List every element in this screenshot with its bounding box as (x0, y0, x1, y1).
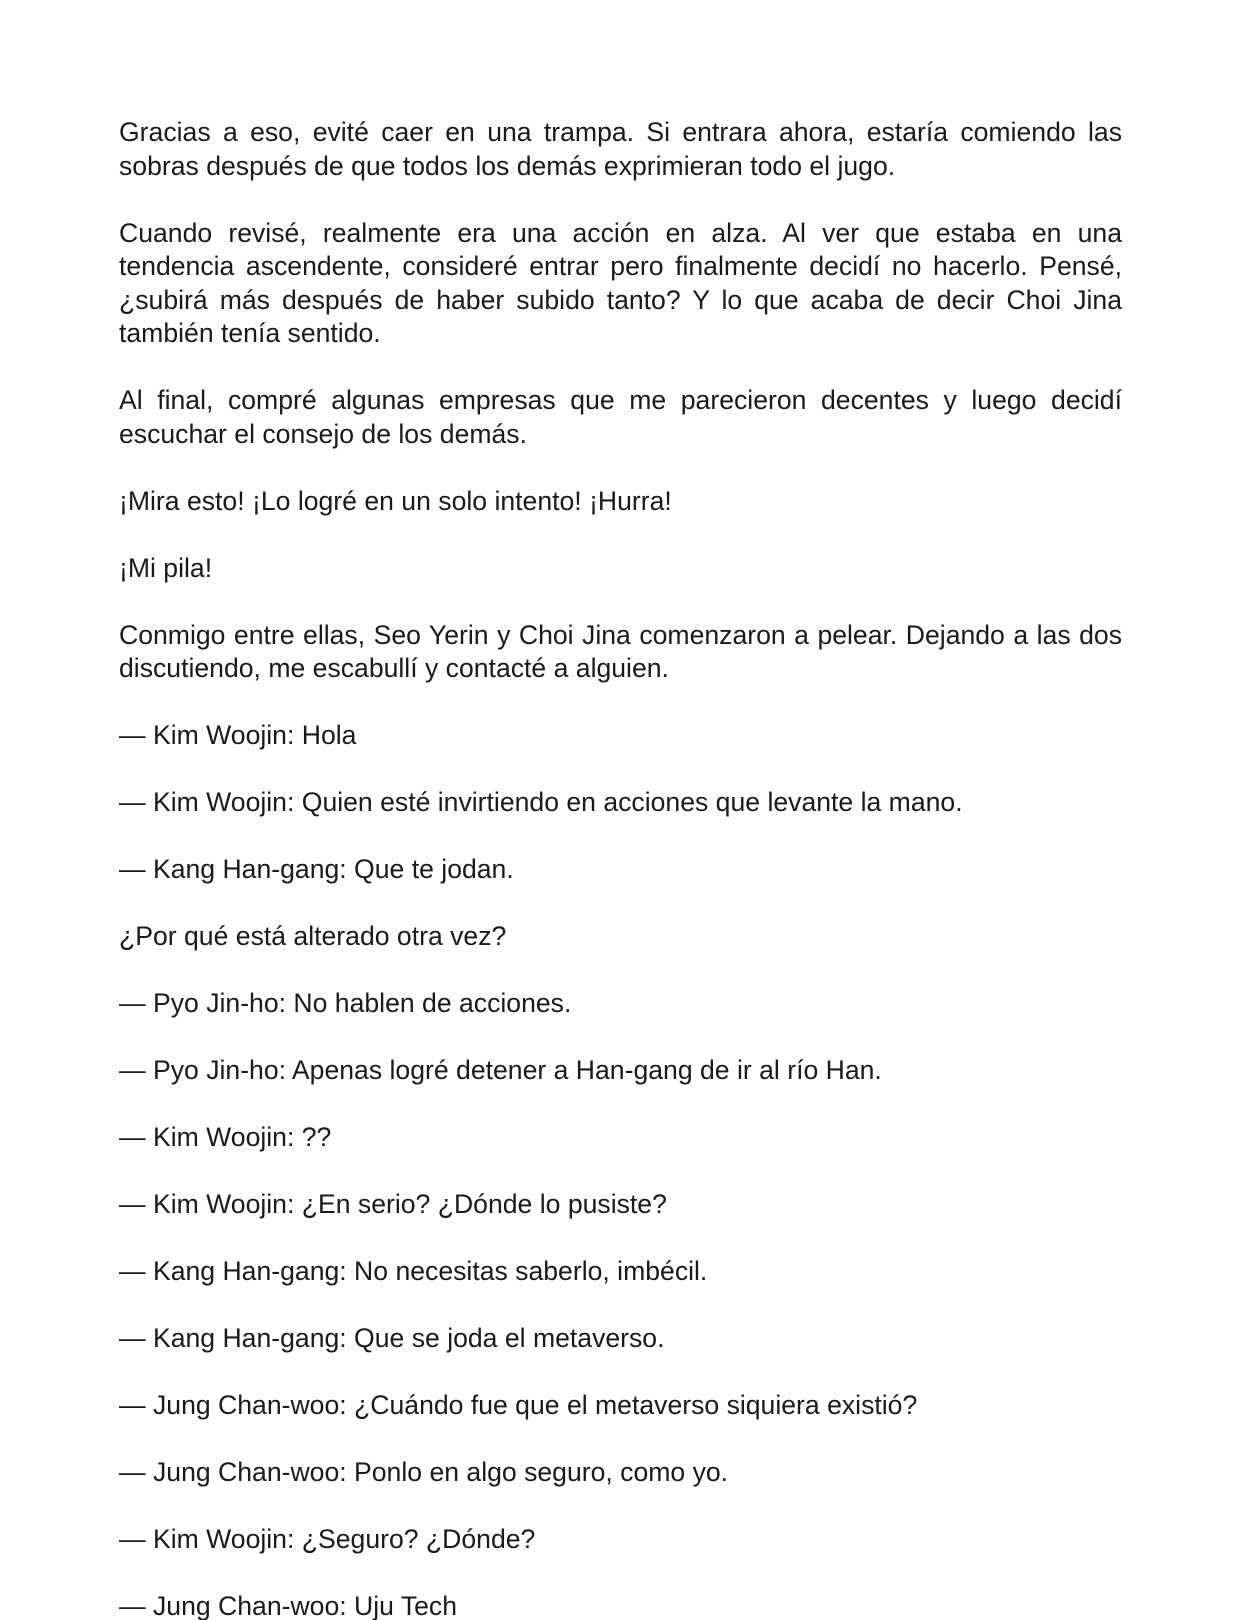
chat-line: — Jung Chan-woo: Ponlo en algo seguro, como yo. (119, 1457, 729, 1487)
chat-line: — Kim Woojin: ¿En serio? ¿Dónde lo pusiste? (119, 1189, 667, 1219)
narration-line: ¿Por qué está alterado otra vez? (119, 921, 507, 951)
chat-line: — Kim Woojin: ?? (119, 1122, 332, 1152)
chat-line: — Kim Woojin: Quien esté invirtiendo en acciones que levante la mano. (119, 787, 963, 817)
chat-line: — Pyo Jin-ho: No hablen de acciones. (119, 988, 572, 1018)
chat-line: — Kim Woojin: Hola (119, 720, 357, 750)
chat-line: — Jung Chan-woo: ¿Cuándo fue que el metaverso siquiera existió? (119, 1390, 918, 1420)
paragraph: Gracias a eso, evité caer en una trampa. Si entrara ahora, estaría comiendo las sobras después de que todos los demás exprimieran todo el jugo. (119, 117, 1122, 181)
paragraph: ¡Mira esto! ¡Lo logré en un solo intento! ¡Hurra! (119, 485, 672, 516)
document-body (119, 116, 1122, 1620)
chat-line: — Kim Woojin: ¿Seguro? ¿Dónde? (119, 1524, 536, 1554)
chat-line: — Kang Han-gang: Que se joda el metaverso. (119, 1323, 665, 1353)
paragraph: ¡Mi pila! (119, 552, 213, 583)
chat-line: — Kang Han-gang: Que te jodan. (119, 854, 514, 884)
chat-line: — Jung Chan-woo: Uju Tech (119, 1591, 458, 1620)
paragraph: Conmigo entre ellas, Seo Yerin y Choi Jina comenzaron a pelear. Dejando a las dos discutiendo, me escabullí y contacté a alguien. (119, 619, 1122, 683)
paragraph: Al final, compré algunas empresas que me parecieron decentes y luego decidí escuchar el consejo de los demás. (119, 385, 1122, 449)
paragraph: Cuando revisé, realmente era una acción en alza. Al ver que estaba en una tendencia ascendente, consideré entrar pero finalmente decidí no hacerlo. Pensé, ¿subirá más después de haber subido tanto? Y lo que acaba de decir Choi Jina también tenía sentido. (119, 217, 1122, 348)
chat-line: — Kang Han-gang: No necesitas saberlo, imbécil. (119, 1256, 708, 1286)
chat-line: — Pyo Jin-ho: Apenas logré detener a Han-gang de ir al río Han. (119, 1055, 882, 1085)
